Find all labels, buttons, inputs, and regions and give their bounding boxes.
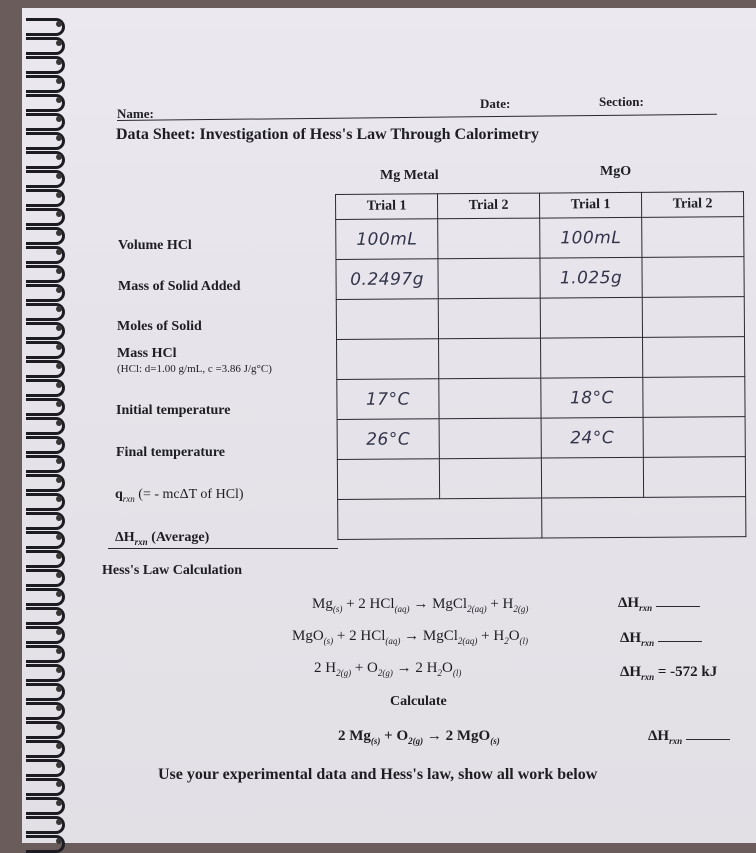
binding-hole [56,819,62,825]
binding-hole [56,97,62,103]
row-sublabel-hcl-props: (HCl: d=1.00 g/mL, c =3.86 J/g°C) [117,363,272,375]
binding-hole [56,439,62,445]
table-cell [439,338,541,379]
handwritten-value: 17°C [365,388,411,410]
table-cell [438,258,540,299]
table-row [337,377,745,420]
binding-hole [56,173,62,179]
handwritten-value: 24°C [570,427,615,448]
row-label-final-temp: Final temperature [116,445,225,460]
binding-hole [56,21,62,27]
spiral-binding [22,8,66,843]
binding-hole [56,838,62,844]
table-cell [337,379,439,420]
table-cell [438,298,540,339]
binding-hole [56,154,62,160]
binding-hole [56,667,62,673]
date-label: Date: [480,96,511,111]
binding-hole [56,496,62,502]
table-cell [438,218,540,259]
binding-hole [56,401,62,407]
table-cell [541,457,643,498]
group-header-mg-metal: Mg Metal [380,168,439,183]
handwritten-value: 0.2497g [350,268,425,290]
binding-hole [56,705,62,711]
table-cell [540,217,642,258]
row-label-dh-avg: $\Delta H_{rxn}$ (Average) [115,530,210,547]
binding-hole [56,762,62,768]
binding-hole [56,306,62,312]
binding-hole [56,211,62,217]
column-header-mg-trial-2: Trial 2 [438,193,540,219]
binding-hole [56,287,62,293]
table-cell [642,217,744,258]
binding-hole [56,534,62,540]
table-cell [541,377,643,418]
binding-hole [56,382,62,388]
binding-hole [56,249,62,255]
table-cell [337,419,439,460]
table-cell [643,377,745,418]
binding-hole [56,192,62,198]
equation-3: 2 $H_{2(g)} + O_{2(g)} \to 2$ $H_2O_{(l)}$ [314,660,462,678]
binding-hole [56,458,62,464]
binding-hole [56,59,62,65]
table-cell [336,219,438,260]
binding-hole [56,363,62,369]
data-table [335,191,746,540]
worksheet-page [22,8,756,843]
table-cell [337,459,439,500]
binding-hole [56,610,62,616]
hess-section-title: Hess's Law Calculation [102,563,243,578]
table-cell [643,417,745,458]
binding-hole [56,477,62,483]
binding-hole [56,116,62,122]
row-label-q-rxn: $q_{rxn}$ (= - mcΔT of HCl) [115,487,244,504]
table-cell-merged [338,498,542,539]
binding-hole [56,629,62,635]
binding-hole [56,781,62,787]
table-cell [337,339,439,380]
table-cell [439,458,541,499]
binding-hole [56,743,62,749]
table-row [336,257,744,300]
name-label: Name: [117,106,154,121]
table-cell [541,337,643,378]
handwritten-value: 18°C [569,387,614,408]
binding-hole [56,40,62,46]
column-header-mgo-trial-1: Trial 1 [539,192,641,218]
binding-hole [56,420,62,426]
table-row [337,457,745,500]
binding-hole [56,572,62,578]
header-underline [117,114,717,121]
table-cell [540,297,642,338]
table-row [336,217,744,260]
binding-hole [56,724,62,730]
table-header-row [336,192,744,220]
row-label-underline [108,548,338,549]
binding-hole [56,553,62,559]
table-cell [336,259,438,300]
column-header-mg-trial-1: Trial 1 [336,194,438,220]
binding-hole [56,648,62,654]
table-row [338,497,746,540]
table-row [336,297,744,340]
binding-hole [56,230,62,236]
delta-h-blank-target: $\Delta H_{rxn}$ [648,728,730,746]
binding-hole [56,515,62,521]
target-equation: 2 $Mg_{(s)} + O_{2(g)} \to 2$ MgO$_{(s)}$ [338,728,500,746]
delta-h-blank-1: $\Delta H_{rxn}$ [618,595,700,613]
binding-hole [56,325,62,331]
calculate-label: Calculate [390,694,447,709]
column-header-mgo-trial-2: Trial 2 [641,192,743,218]
handwritten-value: 26°C [366,428,411,450]
table-cell [541,417,643,458]
group-header-mgo: MgO [600,164,632,179]
binding-hole [56,78,62,84]
table-cell [336,299,438,340]
table-cell [643,457,745,498]
binding-hole [56,591,62,597]
table-row [337,417,745,460]
table-cell [642,297,744,338]
table-cell [439,418,541,459]
equation-2: MgO$_{(s)}$ + 2 HCl$_{(aq)}$ → MgCl$_{2(aq)}$ + $H_2O_{(l)}$ [292,628,529,646]
binding-hole [56,268,62,274]
row-label-mass-hcl: Mass HCl [117,346,177,361]
section-label: Section: [599,94,644,109]
delta-h-blank-2: $\Delta H_{rxn}$ [620,630,702,648]
binding-hole [56,800,62,806]
table-cell-merged [542,497,746,538]
equation-1: $Mg_{(s)} + 2$ HCl$_{(aq)}$ → MgCl$_{2(aq)}$ + $H_{2(g)}$ [312,596,529,614]
handwritten-value: 100mL [356,228,418,250]
row-label-mass-solid: Mass of Solid Added [118,279,241,294]
binding-hole [56,344,62,350]
table-cell [540,257,642,298]
handwritten-value: 100mL [560,227,622,248]
row-label-initial-temp: Initial temperature [116,403,231,418]
delta-h-given: $\Delta H_{rxn} = -572$ kJ [620,664,718,682]
table-cell [439,378,541,419]
row-label-moles-solid: Moles of Solid [117,319,202,334]
binding-hole [56,686,62,692]
table-cell [643,337,745,378]
binding-hole [56,135,62,141]
instructions-footer: Use your experimental data and Hess's law, show all work below [158,766,598,783]
page-title: Data Sheet: Investigation of Hess's Law Through Calorimetry [116,126,539,143]
table-cell [642,257,744,298]
row-label-volume-hcl: Volume HCl [118,238,192,253]
handwritten-value: 1.025g [559,267,623,288]
table-row [337,337,745,380]
